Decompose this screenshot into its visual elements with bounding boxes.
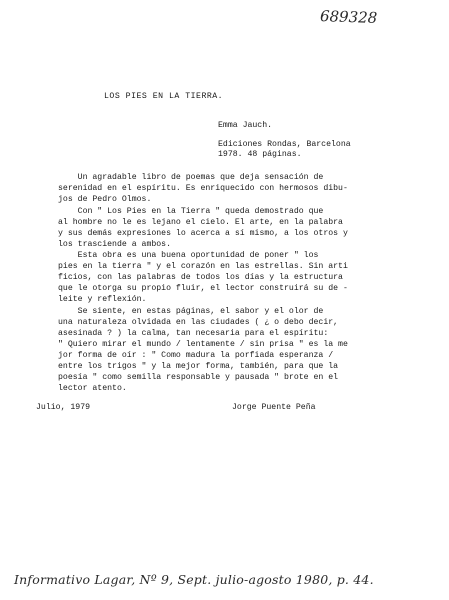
handwritten-source-note: Informativo Lagar, Nº 9, Sept. julio-agosto 1980, p. 44. [14, 572, 374, 587]
body-line: al hombre no le es lejano el cielo. El arte, en la palabra [58, 218, 343, 227]
body-line: ficios, con las palabras de todos los días y la estructura [58, 273, 343, 282]
body-line: Esta obra es una buena oportunidad de poner " los [58, 251, 319, 260]
review-title: LOS PIES EN LA TIERRA. [104, 92, 224, 101]
review-date: Julio, 1979 [36, 403, 91, 412]
body-line: Un agradable libro de poemas que deja sensación de [58, 173, 324, 182]
body-line: entre los trigos " y la mejor forma, también, para que la [58, 362, 339, 371]
body-line: asesinada ? ) la calma, tan necesaria para el espíritu: [58, 329, 329, 338]
body-line: y sus demás expresiones lo acerca a sí mismo, a los otros y [58, 229, 348, 238]
reviewer-signature: Jorge Puente Peña [232, 403, 316, 412]
body-line: poesía " como semilla responsable y pausada " brote en el [58, 373, 339, 382]
body-line: pies en la tierra " y el corazón en las estrellas. Sin arti [58, 262, 348, 271]
publisher-line-2: 1978. 48 páginas. [218, 150, 302, 159]
body-line: jor forma de oír : " Como madura la porfiada esperanza / [58, 351, 334, 360]
body-line: Se siente, en estas páginas, el sabor y el olor de [58, 307, 324, 316]
publisher-line-1: Ediciones Rondas, Barcelona [218, 140, 351, 149]
body-line: " Quiero mirar el mundo / lentamente / sin prisa " es la me [58, 340, 348, 349]
body-line: serenidad en el espíritu. Es enriquecido con hermosos dibu- [58, 184, 348, 193]
body-line: lector atento. [58, 384, 127, 393]
book-author: Emma Jauch. [218, 121, 273, 130]
body-line: que le otorga su propio fluir, el lector construirá su de - [58, 284, 348, 293]
body-line: leite y reflexión. [58, 295, 147, 304]
reference-number: 689328 [319, 7, 378, 27]
body-line: Con " Los Pies en la Tierra " queda demostrado que [58, 207, 324, 216]
body-line: los trasciende a ambos. [58, 240, 172, 249]
body-line: jos de Pedro Olmos. [58, 195, 152, 204]
body-line: una naturaleza olvidada en las ciudades ( ¿ o debo decir, [58, 318, 339, 327]
